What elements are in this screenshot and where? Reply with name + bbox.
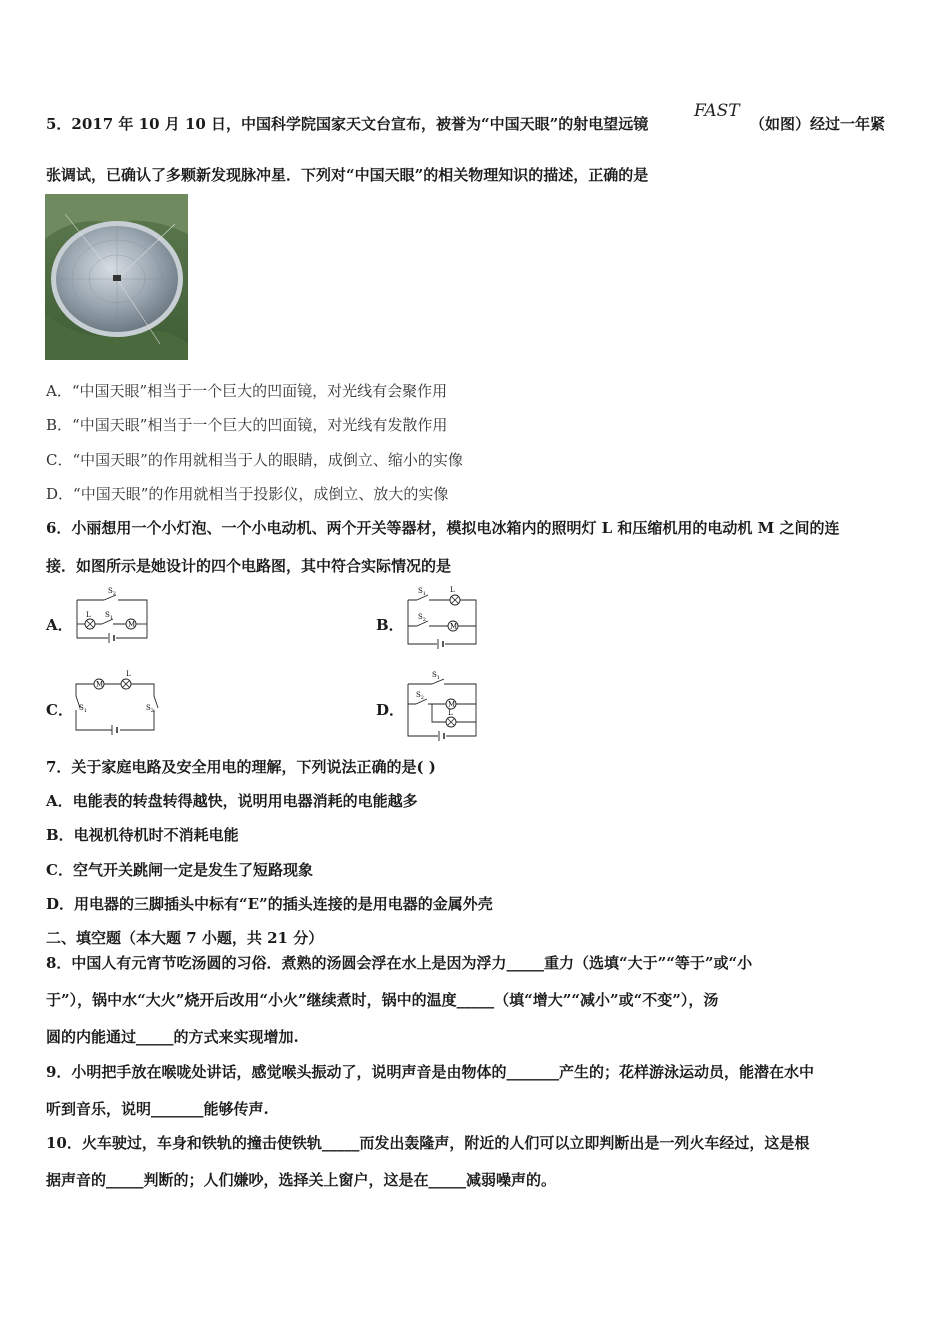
circuit-b-s2: $S_2$	[418, 613, 426, 623]
circuit-c-s1: $S_1$	[79, 704, 87, 714]
circuit-d-motor: M	[448, 700, 456, 709]
circuit-b-label: B．	[376, 616, 404, 634]
circuit-a-s1: $S_1$	[105, 611, 113, 621]
circuit-c-label: C．	[46, 701, 73, 719]
fast-telescope-photo	[45, 194, 188, 360]
circuit-b-s1: $S_1$	[418, 587, 426, 597]
circuit-d-s1: $S_1$	[432, 671, 440, 681]
q5-option-a: A．“中国天眼”相当于一个巨大的凹面镜，对光线有会聚作用	[46, 382, 448, 400]
circuit-a-label: A．	[46, 616, 73, 634]
q7-option-a: A．电能表的转盘转得越快，说明用电器消耗的电能越多	[46, 792, 418, 810]
q8-line3: 圆的内能通过_____的方式来实现增加.	[46, 1028, 299, 1046]
q7-option-c: C．空气开关跳闸一定是发生了短路现象	[46, 861, 313, 879]
circuit-a-motor: M	[128, 620, 136, 629]
circuit-a	[72, 586, 152, 648]
circuit-c	[70, 670, 162, 738]
q5-option-d: D．“中国天眼”的作用就相当于投影仪，成倒立、放大的实像	[46, 485, 449, 503]
circuit-c-lamp-label: L	[126, 670, 131, 678]
circuit-d-lamp-label: L	[448, 709, 453, 717]
q7-stem: 7．关于家庭电路及安全用电的理解，下列说法正确的是( )	[46, 758, 436, 776]
q5-line1-text: 5．2017 年 10 月 10 日，中国科学院国家天文台宣布，被誉为“中国天眼”的射电望远镜	[46, 115, 649, 133]
q5-option-c: C．“中国天眼”的作用就相当于人的眼睛，成倒立、缩小的实像	[46, 451, 463, 469]
q7-option-b: B．电视机待机时不消耗电能	[46, 826, 239, 844]
circuit-b-motor: M	[450, 622, 458, 631]
circuit-d-s2: $S_2$	[416, 691, 424, 701]
q5-line1	[46, 114, 648, 134]
circuit-d	[402, 670, 482, 742]
q7-option-d: D．用电器的三脚插头中标有“E”的插头连接的是用电器的金属外壳	[46, 895, 493, 913]
section-heading: 二、填空题（本大题 7 小题，共 21 分）	[46, 929, 324, 947]
circuit-d-label: D．	[376, 701, 405, 719]
q8-line2: 于”），锅中水“大火”烧开后改用“小火”继续煮时，锅中的温度_____（填“增大”“减小”或“不变”），汤	[46, 991, 719, 1009]
q9-line1: 9．小明把手放在喉咙处讲话，感觉喉头振动了，说明声音是由物体的_______产生的；花样游泳运动员，能潜在水中	[46, 1063, 814, 1081]
q10-line2: 据声音的_____判断的；人们嫌吵，选择关上窗户，这是在_____减弱噪声的。	[46, 1171, 557, 1189]
fast-label: FAST	[694, 101, 740, 121]
q9-line2: 听到音乐，说明_______能够传声.	[46, 1100, 269, 1118]
q10-line1: 10．火车驶过，车身和铁轨的撞击使铁轨_____而发出轰隆声，附近的人们可以立即判断出是一列火车经过，这是根	[46, 1134, 810, 1152]
q5-line1-end: （如图）经过一年紧	[750, 115, 886, 133]
q6-line2: 接．如图所示是她设计的四个电路图，其中符合实际情况的是	[46, 557, 452, 575]
circuit-b	[402, 584, 482, 650]
circuit-a-lamp-label: L	[86, 611, 91, 619]
circuit-c-s2: $S_2$	[146, 704, 154, 714]
circuit-b-lamp-label: L	[450, 586, 455, 594]
q5-option-b: B．“中国天眼”相当于一个巨大的凹面镜，对光线有发散作用	[46, 416, 448, 434]
q6-line1: 6．小丽想用一个小灯泡、一个小电动机、两个开关等器材，模拟电冰箱内的照明灯 L 和压缩机用的电动机 M 之间的连	[46, 519, 840, 537]
circuit-c-motor: M	[96, 680, 104, 689]
circuit-a-s2: $S_2$	[108, 587, 116, 597]
q5-line2: 张调试，已确认了多颗新发现脉冲星．下列对“中国天眼”的相关物理知识的描述，正确的是	[46, 166, 649, 184]
q8-line1: 8．中国人有元宵节吃汤圆的习俗．煮熟的汤圆会浮在水上是因为浮力_____重力（选填“大于”“等于”或“小	[46, 954, 753, 972]
